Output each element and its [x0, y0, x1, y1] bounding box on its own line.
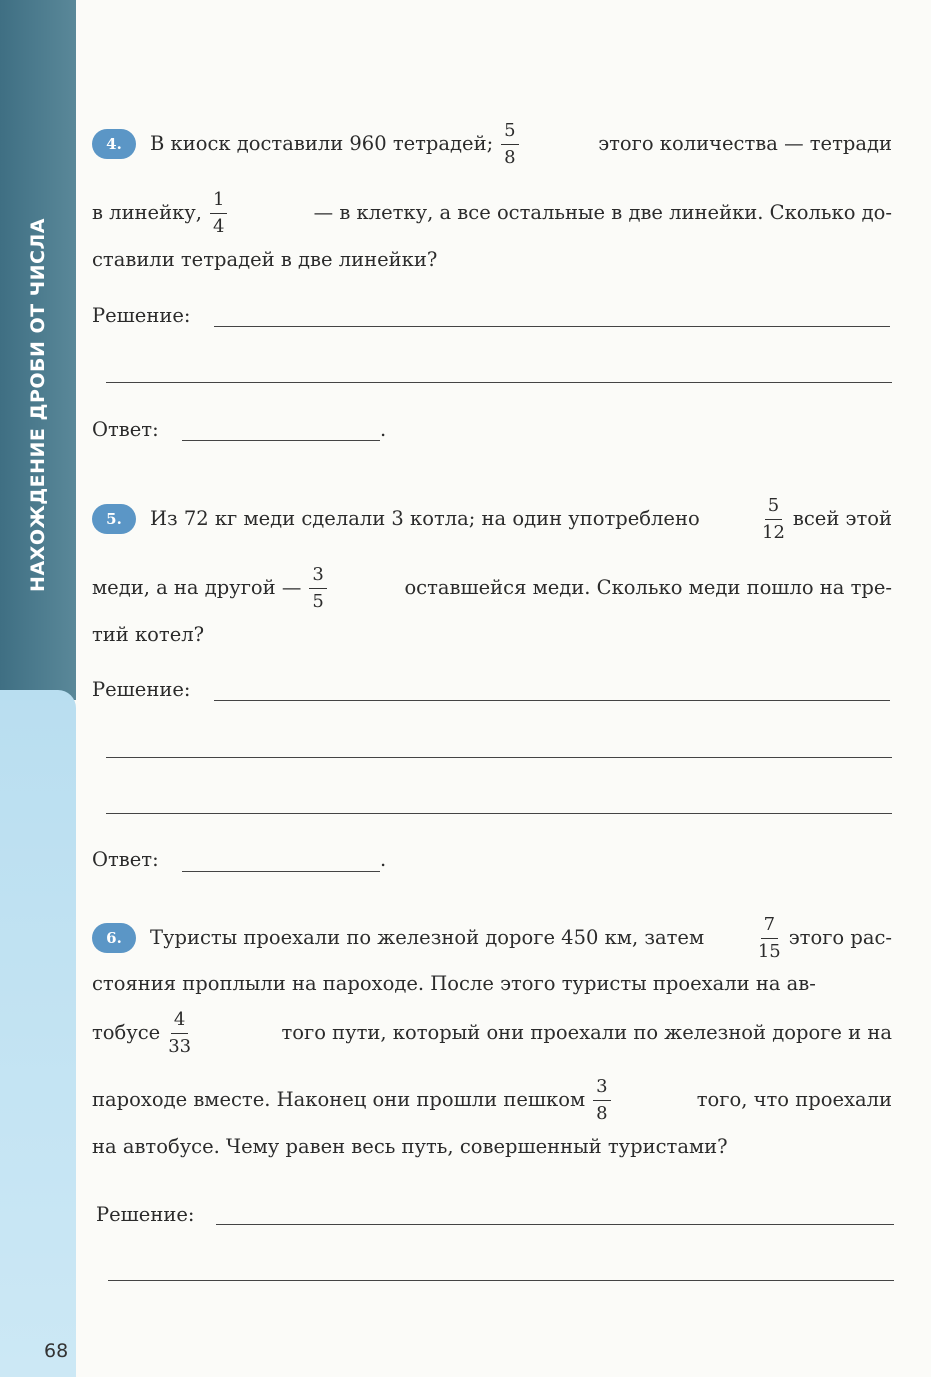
problem-4-line-3: ставили тетрадей в две линейки? [92, 248, 438, 271]
problem-6-line-2: стояния проплыли на пароходе. После этого туристы проехали на ав- [92, 972, 816, 995]
problem-4-number-badge: 4. [92, 129, 136, 159]
fraction [501, 119, 518, 170]
fraction-denominator: 8 [596, 1102, 608, 1124]
fraction-numerator: 5 [501, 119, 518, 145]
problem-6-line-1 [92, 913, 892, 962]
fraction [210, 188, 227, 239]
fraction-denominator: 12 [762, 521, 785, 543]
answer-blank[interactable] [182, 440, 380, 441]
problem-5-line-3: тий котел? [92, 623, 205, 646]
problem-5-line-2 [92, 563, 892, 612]
problem-text: этого количества — тетради [598, 132, 892, 155]
problem-6-number-badge: 6. [92, 923, 136, 953]
fraction-denominator: 33 [168, 1035, 192, 1057]
chapter-title: НАХОЖДЕНИЕ ДРОБИ ОТ ЧИСЛА [27, 218, 49, 592]
fraction [309, 563, 326, 614]
fraction [168, 1008, 191, 1059]
fraction-numerator: 7 [761, 913, 778, 939]
problem-5-line-1 [92, 494, 892, 543]
problem-text: пароходе вместе. Наконец они прошли пешком [92, 1088, 586, 1111]
fraction [758, 913, 781, 964]
problem-text: всей этой [792, 507, 892, 530]
problem-6-line-3 [92, 1008, 892, 1057]
problem-text: Из 72 кг меди сделали 3 котла; на один употреблено [150, 507, 700, 530]
page-number: 68 [44, 1340, 69, 1362]
problem-4-line-2 [92, 188, 892, 237]
problem-text: тобусе [92, 1021, 161, 1044]
problem-text: оставшейся меди. Сколько меди пошло на тре- [404, 576, 892, 599]
fraction-denominator: 15 [757, 940, 781, 962]
solution-label: Решение: [92, 678, 191, 701]
answer-line[interactable] [106, 382, 892, 383]
problem-5-number-badge: 5. [92, 504, 136, 534]
fraction-denominator: 4 [212, 215, 225, 237]
problem-text: меди, а на другой — [92, 576, 302, 599]
answer-label: Ответ: [92, 418, 159, 441]
answer-blank[interactable] [182, 871, 380, 872]
fraction-denominator: 8 [504, 146, 516, 168]
answer-label: Ответ: [92, 848, 159, 871]
answer-period: . [380, 418, 387, 441]
problem-text: того пути, который они проехали по железной дороге и на [281, 1021, 892, 1044]
fraction [593, 1075, 610, 1126]
solution-label: Решение: [92, 304, 191, 327]
fraction-numerator: 1 [210, 188, 227, 214]
answer-line[interactable] [106, 813, 892, 814]
problem-text: этого рас- [788, 926, 892, 949]
fraction-denominator: 5 [312, 590, 324, 612]
problem-text: в линейку, [92, 201, 202, 224]
problem-4-line-1 [92, 119, 892, 168]
fraction-numerator: 3 [593, 1075, 610, 1101]
solution-label: Решение: [96, 1203, 195, 1226]
answer-line[interactable] [108, 1280, 894, 1281]
answer-line[interactable] [214, 326, 890, 327]
problem-text: Туристы проехали по железной дороге 450 км, затем [150, 926, 705, 949]
problem-text: — в клетку, а все остальные в две линейки. Сколько до- [313, 201, 892, 224]
problem-6-line-5: на автобусе. Чему равен весь путь, совершенный туристами? [92, 1135, 728, 1158]
answer-line[interactable] [214, 700, 890, 701]
fraction-numerator: 3 [309, 563, 326, 589]
fraction-numerator: 4 [171, 1008, 188, 1034]
problem-6-line-4 [92, 1075, 892, 1124]
problem-text: В киоск доставили 960 тетрадей; [150, 132, 494, 155]
fraction [762, 494, 785, 545]
answer-line[interactable] [216, 1224, 894, 1225]
fraction-numerator: 5 [765, 494, 782, 520]
problem-text: того, что проехали [696, 1088, 892, 1111]
answer-period: . [380, 848, 387, 871]
answer-line[interactable] [106, 757, 892, 758]
side-band-light [0, 690, 76, 1377]
